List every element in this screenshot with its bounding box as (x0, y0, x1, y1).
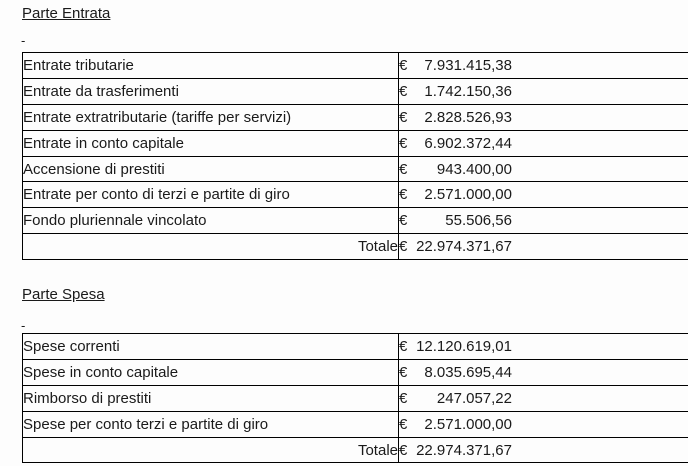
section-title-spesa: Parte Spesa (22, 286, 105, 303)
currency-symbol: € (399, 186, 408, 204)
row-value (399, 334, 688, 360)
row-amount: 6.902.372,44 (424, 134, 512, 152)
table-row (23, 334, 688, 360)
row-value (399, 78, 688, 104)
row-label: Spese per conto terzi e partite di giro (23, 411, 399, 437)
currency-symbol: € (399, 82, 408, 100)
row-value (399, 182, 688, 208)
currency-symbol: € (399, 212, 408, 230)
table-row (23, 104, 688, 130)
row-amount: 247.057,22 (436, 389, 512, 407)
currency-symbol: € (399, 238, 408, 256)
total-label: Totale (23, 437, 399, 463)
row-amount: 12.120.619,01 (416, 337, 512, 355)
row-amount: 2.828.526,93 (424, 108, 512, 126)
currency-symbol: € (399, 56, 408, 74)
total-label: Totale (23, 234, 399, 260)
row-label: Entrate tributarie (23, 53, 399, 79)
table-row (23, 130, 688, 156)
table-row (23, 53, 688, 79)
row-label: Entrate extratributarie (tariffe per servizi) (23, 104, 399, 130)
spesa-table (22, 333, 688, 463)
currency-symbol: € (399, 441, 408, 459)
row-label: Entrate in conto capitale (23, 130, 399, 156)
row-amount: 943.400,00 (436, 160, 512, 178)
entrata-table (22, 52, 688, 260)
currency-symbol: € (399, 108, 408, 126)
row-amount: 2.571.000,00 (424, 186, 512, 204)
row-value (399, 359, 688, 385)
row-value (399, 385, 688, 411)
table-row (23, 156, 688, 182)
table-row (23, 411, 688, 437)
row-amount: 7.931.415,38 (424, 56, 512, 74)
row-value (399, 411, 688, 437)
currency-symbol: € (399, 415, 408, 433)
table-row (23, 182, 688, 208)
row-amount: 1.742.150,36 (424, 82, 512, 100)
currency-symbol: € (399, 134, 408, 152)
total-amount: 22.974.371,67 (416, 238, 512, 256)
row-value (399, 156, 688, 182)
total-row (23, 234, 688, 260)
row-value (399, 104, 688, 130)
table-row (23, 359, 688, 385)
row-amount: 8.035.695,44 (424, 363, 512, 381)
currency-symbol: € (399, 337, 408, 355)
table-row (23, 78, 688, 104)
total-row (23, 437, 688, 463)
dash-marker-entrata: - (21, 33, 26, 48)
total-amount: 22.974.371,67 (416, 441, 512, 459)
row-label: Fondo pluriennale vincolato (23, 208, 399, 234)
row-label: Entrate da trasferimenti (23, 78, 399, 104)
currency-symbol: € (399, 160, 408, 178)
row-label: Spese correnti (23, 334, 399, 360)
row-amount: 2.571.000,00 (424, 415, 512, 433)
row-label: Rimborso di prestiti (23, 385, 399, 411)
row-value (399, 53, 688, 79)
row-value (399, 130, 688, 156)
dash-marker-spesa: - (21, 318, 26, 333)
section-title-entrata: Parte Entrata (22, 5, 111, 22)
currency-symbol: € (399, 363, 408, 381)
table-row (23, 208, 688, 234)
row-label: Accensione di prestiti (23, 156, 399, 182)
row-value (399, 208, 688, 234)
currency-symbol: € (399, 389, 408, 407)
row-label: Entrate per conto di terzi e partite di giro (23, 182, 399, 208)
total-value (399, 234, 688, 260)
row-amount: 55.506,56 (445, 212, 512, 230)
total-value (399, 437, 688, 463)
table-row (23, 385, 688, 411)
row-label: Spese in conto capitale (23, 359, 399, 385)
